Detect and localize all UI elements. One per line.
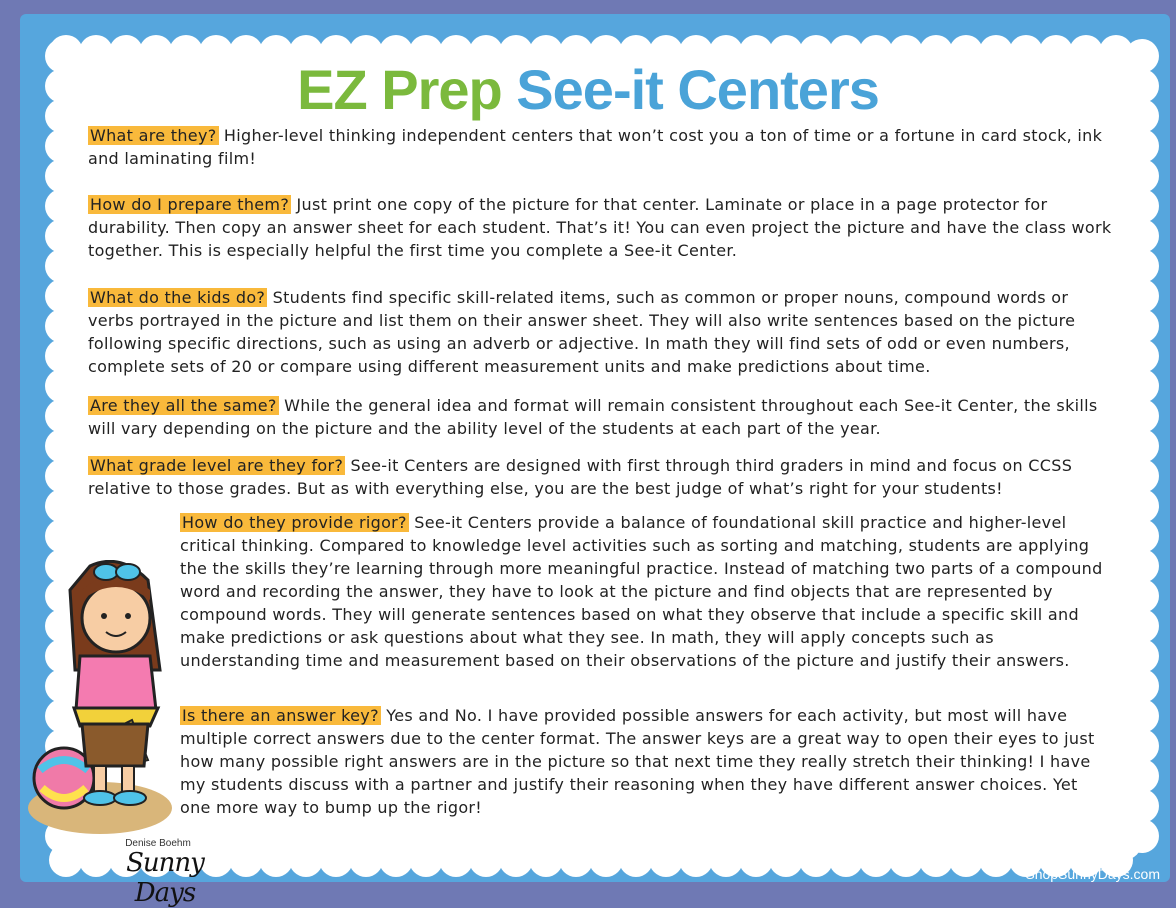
question-highlight: How do I prepare them? <box>90 195 290 214</box>
question-highlight: How do they provide rigor? <box>182 513 407 532</box>
sandal-icon <box>84 791 116 805</box>
faq-grade-level <box>88 454 1108 500</box>
sunglasses-icon <box>94 564 118 580</box>
title-see-it-centers: See-it Centers <box>516 58 879 121</box>
answer-text: Yes and No. I have provided possible answers for each activity, but most will have multiple correct answers due to the center format. The answer keys are a great way to open their eyes to just how many possible right answers are in the picture so that next time they really stretch their thinking! I have my students discuss with a partner and justify their reasoning when they have different answer choices. Yet one more way to bump up the rigor! <box>180 706 1095 817</box>
face <box>82 584 150 652</box>
answer-text: Higher-level thinking independent centers that won’t cost you a ton of time or a fortune in card stock, ink and laminating film! <box>88 126 1103 168</box>
author-name: Denise Boehm <box>125 838 191 849</box>
girl-clipart <box>20 560 180 840</box>
page-title <box>0 58 1176 121</box>
question-highlight: Is there an answer key? <box>182 706 379 725</box>
brand-signature: Sunny Days <box>126 848 204 908</box>
faq-what-are-they <box>88 124 1108 170</box>
footer-website: ShopSunnyDays.com <box>1025 866 1160 882</box>
question-highlight: What grade level are they for? <box>90 456 344 475</box>
title-ez-prep: EZ Prep <box>297 58 502 121</box>
question-highlight: What do the kids do? <box>90 288 266 307</box>
answer-text: Students find specific skill-related items, such as common or proper nouns, compound words or verbs portrayed in the picture and list them on their answer sheet. They will also write sentences based on the picture following specific directions, such as using an adverb or adjective. In math they will find sets of odd or even numbers, complete sets of 20 or compare using different measurement units and make predictions about time. <box>88 288 1076 376</box>
faq-rigor <box>180 511 1110 672</box>
shorts <box>82 724 148 766</box>
pink-shirt <box>76 656 156 710</box>
faq-all-same <box>88 394 1098 440</box>
answer-text: While the general idea and format will remain consistent throughout each See-it Center, the skills will vary depending on the picture and the ability level of the students at each part of the year. <box>88 396 1098 438</box>
question-highlight: What are they? <box>90 126 217 145</box>
faq-how-prepare <box>88 193 1118 262</box>
faq-what-kids-do <box>88 286 1118 378</box>
answer-text: Just print one copy of the picture for that center. Laminate or place in a page protector for durability. Then copy an answer sheet for each student. That’s it! You can even project the picture and have the class work together. This is especially helpful the first time you complete a See-it Center. <box>88 195 1112 260</box>
question-highlight: Are they all the same? <box>90 396 277 415</box>
answer-text: See-it Centers are designed with first through third graders in mind and focus on CCSS relative to those grades. But as with everything else, you are the best judge of what’s right for your students! <box>88 456 1073 498</box>
faq-answer-key <box>180 704 1110 819</box>
answer-text: See-it Centers provide a balance of foundational skill practice and higher-level critical thinking. Compared to knowledge level activities such as sorting and matching, students are applying the the skills they’re learning through more meaningful practice. Instead of matching two parts of a compound word and recording the answer, they have to look at the picture and find objects that are represented by compound words. They will generate sentences based on what they observe that include a specific skill and make predictions or ask questions about what they see. In math, they will apply concepts such as understanding time and measurement based on their observations of the picture and justify their answers. <box>180 513 1103 670</box>
